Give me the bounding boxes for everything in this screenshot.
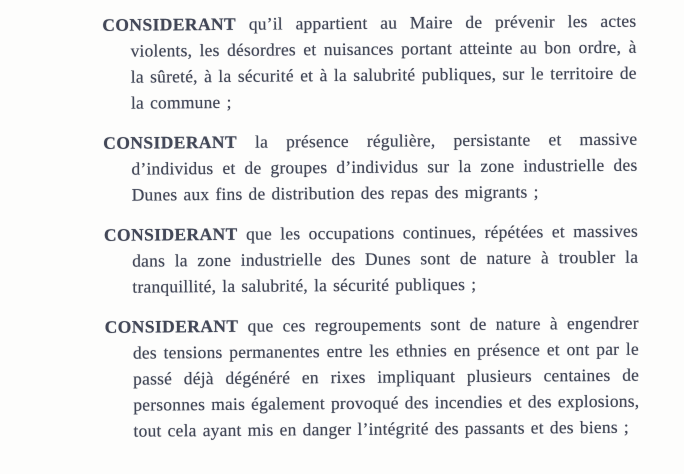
considerant-keyword: CONSIDERANT <box>104 315 239 337</box>
considerant-paragraph-3 <box>103 218 639 300</box>
considerant-keyword: CONSIDERANT <box>103 223 238 245</box>
considerant-body: que les occupations continues, répétées et massives dans la zone industrielle des Dunes sont de nature à troubler la tranquillité, la salubrité, la sécurité publiques ; <box>132 220 639 297</box>
decree-text-block <box>0 7 684 458</box>
considerant-paragraph-2 <box>103 126 638 208</box>
considerant-keyword: CONSIDERANT <box>102 13 237 35</box>
considerant-body: que ces regroupements sont de nature à engendrer des tensions permanentes entre les ethnies en présence et ont par le passé déjà dégénéré en rixes impliquant plusieurs centaines de personnes mais également provoqué des incendies et des explosions, tout cela ayant mis en danger l’intégrité des passants et des biens ; <box>132 312 640 441</box>
considerant-paragraph-4 <box>104 310 640 444</box>
considerant-body: qu’il appartient au Maire de prévenir les actes violents, les désordres et nuisances portant atteinte au bon ordre, à la sûreté, à la sécurité et à la salubrité publiques, sur le territoire de la commune ; <box>130 10 637 113</box>
considerant-body: la présence régulière, persistante et massive d’individus et de groupes d’individus sur la zone industrielle des Dunes aux fins de distribution des repas des migrants ; <box>131 128 638 205</box>
considerant-keyword: CONSIDERANT <box>103 131 238 153</box>
considerant-paragraph-1 <box>102 8 637 116</box>
